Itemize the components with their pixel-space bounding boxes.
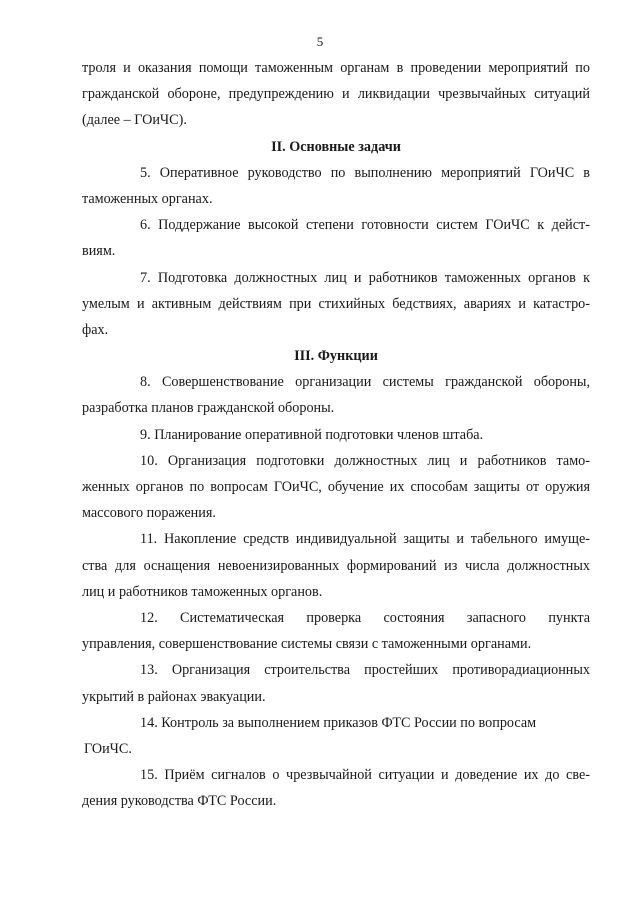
paragraph-12-line-1: 12. Систематическая проверка состояния запасного пункта — [140, 609, 590, 626]
paragraph-8-line-2: разработка планов гражданской обороны. — [82, 400, 335, 417]
paragraph-10-line-3: массового поражения. — [82, 505, 216, 522]
paragraph-15-line-2: дения руководства ФТС России. — [82, 793, 277, 810]
paragraph-7-line-2: умелым и активным действиям при стихийных бедствиях, авариях и катастро- — [82, 295, 590, 312]
paragraph-13-line-1: 13. Организация строительства простейших противорадиационных — [140, 662, 590, 679]
paragraph-9-line-1: 9. Планирование оперативной подготовки членов штаба. — [140, 426, 484, 443]
paragraph-7-line-1: 7. Подготовка должностных лиц и работников таможенных органов к — [140, 269, 590, 286]
paragraph-15-line-1: 15. Приём сигналов о чрезвычайной ситуации и доведение их до све- — [140, 767, 590, 784]
intro-line-1: троля и оказания помощи таможенным органам в проведении мероприятий по — [82, 60, 590, 76]
paragraph-5-line-2: таможенных органах. — [82, 190, 213, 207]
paragraph-14-line-1: 14. Контроль за выполнением приказов ФТС России по вопросам — [140, 714, 537, 731]
section-2-heading: II. Основные задачи — [271, 138, 401, 155]
paragraph-8-line-1: 8. Совершенствование организации системы гражданской обороны, — [140, 374, 590, 391]
paragraph-13-line-2: укрытий в районах эвакуации. — [82, 688, 266, 705]
page-number: 5 — [316, 34, 324, 49]
paragraph-6-line-2: виям. — [82, 243, 116, 260]
paragraph-12-line-2: управления, совершенствование системы связи с таможенными органами. — [82, 636, 532, 653]
paragraph-10-line-2: женных органов по вопросам ГОиЧС, обучение их способам защиты от оружия — [82, 479, 590, 495]
paragraph-14-line-2: ГОиЧС. — [84, 740, 132, 757]
paragraph-11-line-1: 11. Накопление средств индивидуальной защиты и табельного имуще- — [140, 531, 590, 548]
paragraph-7-line-3: фах. — [82, 321, 109, 338]
paragraph-11-line-2: ства для оснащения невоенизированных формирований из числа должностных — [82, 557, 590, 574]
intro-line-3: (далее – ГОиЧС). — [82, 112, 187, 129]
paragraph-10-line-1: 10. Организация подготовки должностных лиц и работников тамо- — [140, 452, 590, 469]
paragraph-6-line-1: 6. Поддержание высокой степени готовности систем ГОиЧС к дейст- — [140, 217, 590, 234]
paragraph-11-line-3: лиц и работников таможенных органов. — [82, 583, 323, 600]
section-3-heading: III. Функции — [294, 348, 378, 365]
paragraph-5-line-1: 5. Оперативное руководство по выполнению мероприятий ГОиЧС в — [140, 164, 590, 181]
intro-line-2: гражданской обороне, предупреждению и ликвидации чрезвычайных ситуаций — [82, 86, 590, 103]
document-body — [82, 55, 590, 814]
